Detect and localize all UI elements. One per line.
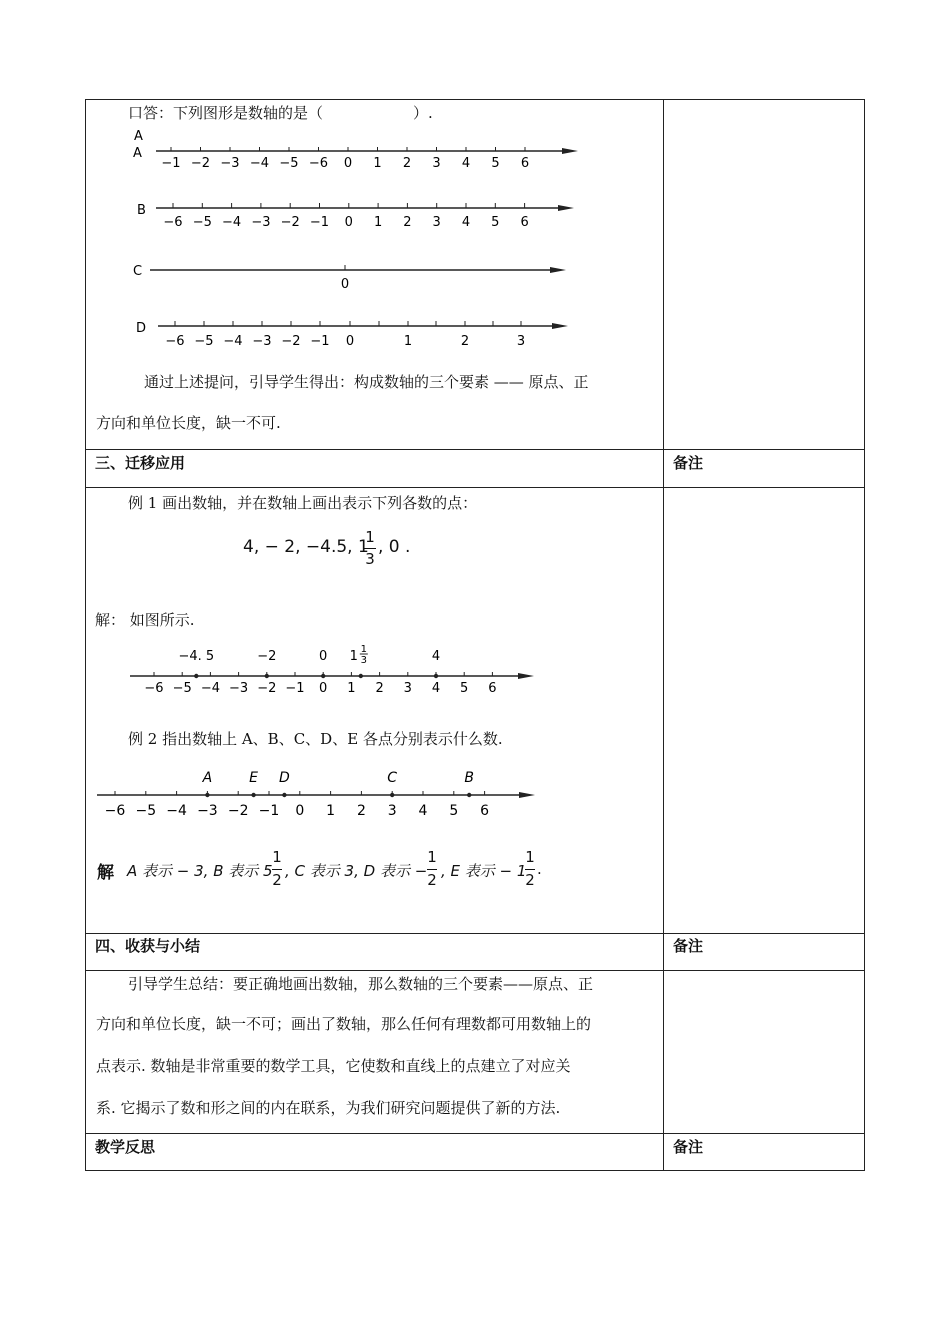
- section-5-note: 备注: [673, 1138, 704, 1156]
- axis-tick-label: −6: [144, 681, 164, 696]
- axis-tick-label: 3: [387, 803, 397, 819]
- axis-tick-label: 2: [460, 334, 470, 349]
- axis-tick-label: 2: [403, 215, 412, 230]
- axis-tick-label: 5: [449, 803, 459, 819]
- option-letter: A: [133, 146, 142, 161]
- axis-arrowhead: [550, 267, 566, 273]
- axis-tick-label: 5: [460, 681, 469, 696]
- section-3-note: 备注: [673, 454, 704, 472]
- plotted-point: [265, 674, 269, 678]
- axis-tick-label: −5: [135, 803, 157, 819]
- option-letter: B: [137, 203, 146, 218]
- axis-tick-label: 1: [326, 803, 336, 819]
- axis-tick-label: 0: [344, 215, 353, 230]
- plotted-point: [282, 793, 286, 797]
- point-label-frac-den: 3: [360, 655, 367, 666]
- axis-tick-label: 4: [461, 215, 471, 230]
- axis-tick-label: 5: [491, 156, 500, 171]
- row-divider: [86, 487, 864, 488]
- axis-tick-label: 1: [403, 334, 413, 349]
- section-3-title: 三、迁移应用: [95, 454, 186, 472]
- point-letter: B: [464, 770, 475, 786]
- axis-tick-label: −2: [257, 681, 277, 696]
- axis-tick-label: 0: [343, 156, 353, 171]
- point-letter: E: [249, 770, 259, 786]
- axis-tick-label: 6: [488, 681, 497, 696]
- summary-line-2: 方向和单位长度，缺一不可；画出了数轴，那么任何有理数都可用数轴上的: [96, 1015, 592, 1033]
- axis-tick-label: −4: [223, 334, 243, 349]
- plotted-point: [251, 793, 255, 797]
- row-divider: [86, 1133, 864, 1134]
- axis-tick-label: −1: [285, 681, 305, 696]
- point-label: −2: [257, 649, 277, 664]
- axis-tick-label: 3: [432, 215, 441, 230]
- row-divider: [86, 933, 864, 934]
- number-line-option-b: [128, 197, 588, 237]
- column-divider: [663, 100, 664, 1170]
- axis-tick-label: −5: [194, 334, 214, 349]
- number-line-option-a: [128, 129, 588, 180]
- axis-tick-label: −4: [200, 681, 220, 696]
- plotted-point: [194, 674, 198, 678]
- row-divider: [86, 449, 864, 450]
- axis-tick-label: −1: [161, 156, 181, 171]
- axis-tick-label: −4: [249, 156, 270, 171]
- section-5-title: 教学反思: [95, 1138, 156, 1156]
- axis-tick-label: −3: [197, 803, 218, 819]
- axis-tick-label: −3: [252, 334, 272, 349]
- point-label: −4. 5: [178, 649, 215, 664]
- axis-tick-label: −2: [280, 215, 300, 230]
- axis-tick-label: 2: [356, 803, 366, 819]
- axis-tick-label: 0: [345, 334, 355, 349]
- axis-tick-label: −3: [251, 215, 271, 230]
- axis-tick-label: 2: [375, 681, 384, 696]
- axis-tick-label: −6: [163, 215, 183, 230]
- point-label: 4: [431, 649, 441, 664]
- section-4-title: 四、收获与小结: [95, 937, 201, 955]
- axis-tick-label: 4: [461, 156, 471, 171]
- number-line-example-2: [95, 765, 545, 825]
- axis-tick-label: 2: [402, 156, 412, 171]
- point-label-frac-num: 1: [360, 644, 367, 655]
- summary-line-3: 点表示. 数轴是非常重要的数学工具，它使数和直线上的点建立了对应关: [96, 1057, 571, 1075]
- axis-tick-label: −5: [172, 681, 192, 696]
- plotted-point: [321, 674, 325, 678]
- axis-tick-label: 5: [491, 215, 500, 230]
- plotted-point: [467, 793, 471, 797]
- lesson-page: 口答：下列图形是数轴的是（ ）. A A −1 −2 −3 −4 −5 −6 0 1 2 3 4 5 6 B −6 −5 −4 −3 −2 −1 0 1 2 3 4 5 6 C 0 D −6 −5 −4 −3 −2 −1 0 1 2 3 通过上述提问，引导学生得出：构成数轴的三个要素 —— 原点、正 方向和单位长度，缺一不可. 三、迁移应用 备注 例 1 画出数轴，并在数轴上画出表示下列各数的点： 4, − 2, −4.5, 1 1 3 , 0 . 解： 如图所示. −6 −5 −4 −3 −2 −1 0 1 2 3 4 5 6 −4. 5 −2 0 4 1 1 3 例 2 指出数轴上 A、B、C、D、E 各点分别表示什么数. −6 −5 −4 −3 −2 −1 0 1 2 3 4 5 6 A E D C B 解 A 表示 − 3, B 表示 5 1 2 , C 表示 3, D 表示 − 1 2 , E 表示 − 1 1 2 . 四、收获与小结 备注 引导学生总结：要正确地画出数轴，那么数轴的三个要素——原点、正 方向和单位长度，缺一不可；画出了数轴，那么任何有理数都可用数轴上的 点表示. 数轴是非常重要的数学工具，它使数和直线上的点建立了对应关 系. 它揭示了数和形之间的内在联系，为我们研究问题提供了新的方法. 教学反思 备注: [0, 0, 950, 1344]
- axis-tick-label: 3: [403, 681, 412, 696]
- axis-tick-label: −2: [281, 334, 301, 349]
- plotted-point: [359, 674, 363, 678]
- axis-tick-label: −4: [166, 803, 187, 819]
- axis-tick-label: 1: [373, 215, 383, 230]
- axis-tick-label: 6: [520, 156, 530, 171]
- question-prompt: 口答：下列图形是数轴的是（ ）.: [128, 104, 433, 122]
- point-letter: A: [202, 770, 213, 786]
- axis-arrowhead: [558, 205, 574, 211]
- option-letter: C: [133, 264, 143, 279]
- axis-tick-label: 0: [340, 277, 350, 292]
- axis-tick-label: 1: [373, 156, 382, 171]
- example-1: 例 1 画出数轴，并在数轴上画出表示下列各数的点：: [128, 494, 478, 512]
- point-letter: C: [387, 770, 398, 786]
- point-label: 0: [319, 649, 328, 664]
- axis-tick-label: 4: [431, 681, 441, 696]
- option-letter: D: [136, 321, 147, 336]
- example-2: 例 2 指出数轴上 A、B、C、D、E 各点分别表示什么数.: [128, 730, 503, 748]
- axis-tick-label: −2: [227, 803, 249, 819]
- solution-1: 解： 如图所示.: [95, 611, 195, 629]
- axis-tick-label: −1: [258, 803, 280, 819]
- point-label-whole: 1: [349, 649, 358, 664]
- axis-tick-label: 6: [520, 215, 529, 230]
- axis-arrowhead: [562, 148, 578, 154]
- fraction-denominator: 3: [365, 550, 375, 568]
- section-4-note: 备注: [673, 937, 704, 955]
- plotted-point: [205, 793, 209, 797]
- axis-tick-label: −4: [222, 215, 242, 230]
- axis-tick-label: 4: [418, 803, 428, 819]
- axis-tick-label: −1: [309, 215, 330, 230]
- answer-label: 解: [97, 863, 114, 883]
- axis-tick-label: 0: [295, 803, 305, 819]
- axis-tick-label: 6: [480, 803, 490, 819]
- axis-tick-label: −5: [192, 215, 212, 230]
- axis-tick-label: −6: [165, 334, 185, 349]
- axis-tick-label: −2: [190, 156, 211, 171]
- conclusion-line-1: 通过上述提问，引导学生得出：构成数轴的三个要素 —— 原点、正: [144, 373, 589, 391]
- number-line-option-c: [128, 258, 588, 298]
- axis-tick-label: −6: [104, 803, 126, 819]
- axis-tick-label: −5: [279, 156, 299, 171]
- axis-arrowhead: [518, 673, 534, 679]
- axis-arrowhead: [519, 792, 535, 798]
- axis-tick-label: 1: [347, 681, 356, 696]
- number-line-example-1: [128, 640, 548, 700]
- fraction-numerator: 1: [365, 528, 375, 546]
- axis-arrowhead: [552, 323, 568, 329]
- axis-tick-label: −6: [308, 156, 329, 171]
- number-line-option-d: [128, 315, 588, 355]
- axis-tick-label: 0: [319, 681, 328, 696]
- plotted-point: [390, 793, 394, 797]
- axis-tick-label: 3: [432, 156, 441, 171]
- plotted-point: [434, 674, 438, 678]
- option-letter: A: [134, 129, 143, 144]
- axis-tick-label: 3: [516, 334, 526, 349]
- point-letter: D: [279, 770, 290, 786]
- axis-tick-label: −3: [229, 681, 249, 696]
- axis-tick-label: −3: [220, 156, 240, 171]
- axis-tick-label: −1: [310, 334, 330, 349]
- fraction-bar: [364, 548, 376, 549]
- summary-line-1: 引导学生总结：要正确地画出数轴，那么数轴的三个要素——原点、正: [128, 975, 594, 993]
- summary-line-4: 系. 它揭示了数和形之间的内在联系，为我们研究问题提供了新的方法.: [96, 1099, 561, 1117]
- conclusion-line-2: 方向和单位长度，缺一不可.: [96, 414, 281, 432]
